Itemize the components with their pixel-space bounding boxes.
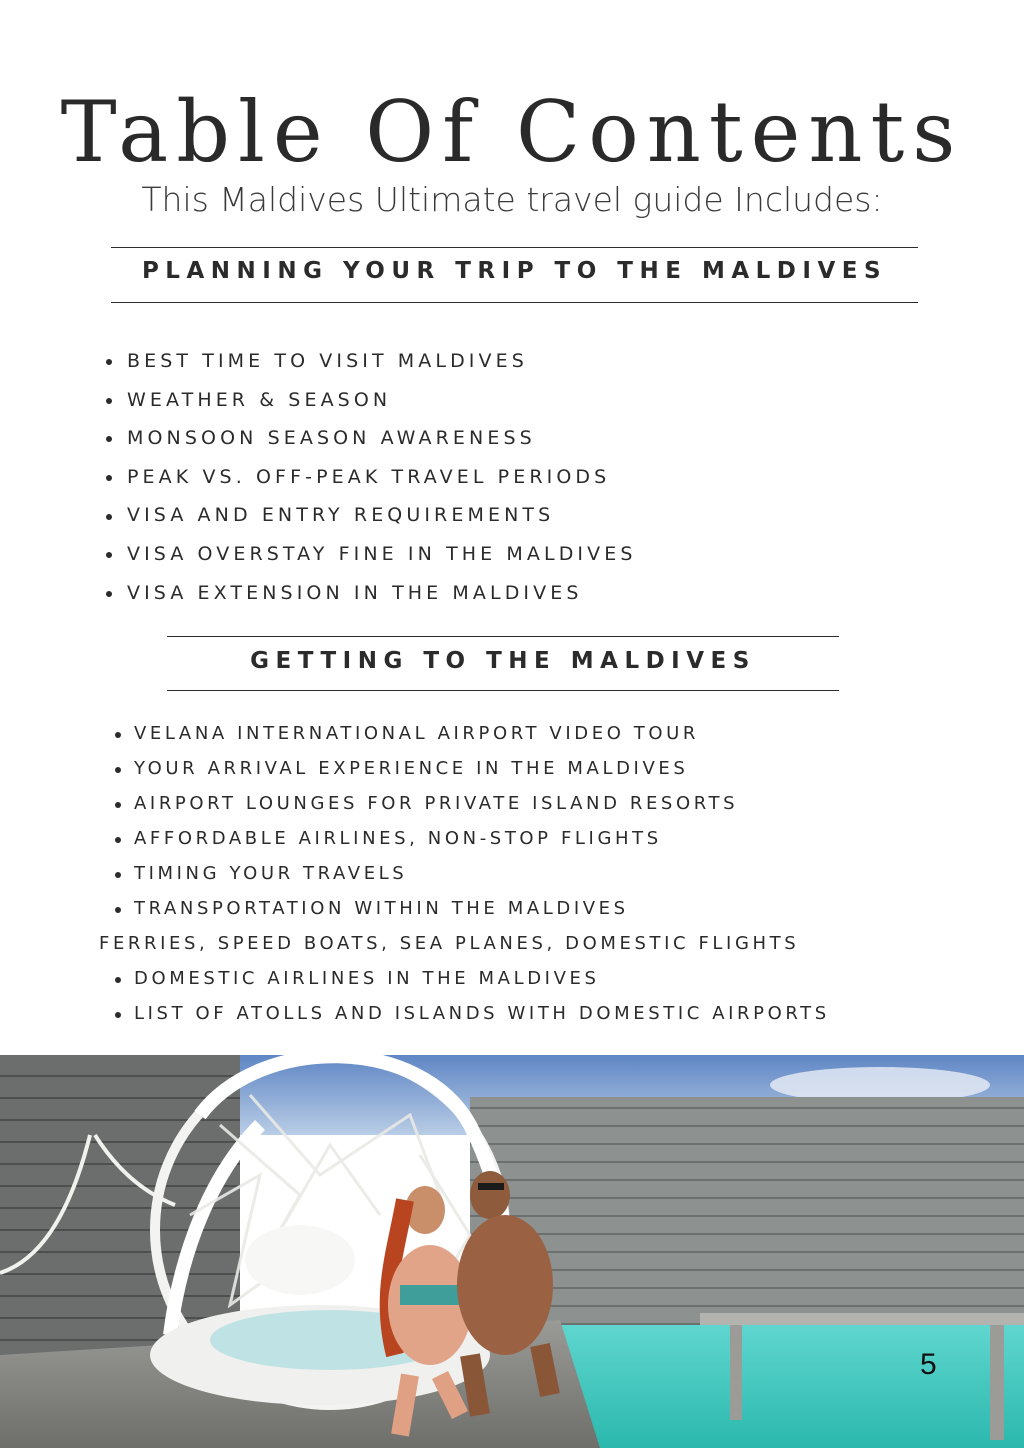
- list-item: [127, 535, 637, 574]
- list-item: [134, 716, 830, 751]
- list-item-label: VISA AND ENTRY REQUIREMENTS: [127, 504, 555, 527]
- bullet-icon: [106, 552, 112, 558]
- list-item-label: AFFORDABLE AIRLINES, NON-STOP FLIGHTS: [134, 828, 662, 849]
- list-item-label: VISA OVERSTAY FINE IN THE MALDIVES: [127, 542, 637, 565]
- list-item: [134, 786, 830, 821]
- list-item: [134, 996, 830, 1031]
- list-item-continuation: [99, 926, 830, 961]
- list-item: [134, 891, 830, 926]
- bullet-icon: [115, 802, 121, 808]
- bullet-icon: [115, 732, 121, 738]
- bullet-icon: [115, 977, 121, 983]
- list-item-label: AIRPORT LOUNGES FOR PRIVATE ISLAND RESORTS: [134, 793, 739, 814]
- page-subtitle: This Maldives Ultimate travel guide Includes:: [141, 180, 883, 219]
- resort-photo: [0, 1055, 1024, 1448]
- list-item: [134, 821, 830, 856]
- getting-list: [99, 716, 830, 1031]
- list-item-label: PEAK VS. OFF-PEAK TRAVEL PERIODS: [127, 465, 611, 488]
- list-item-label: LIST OF ATOLLS AND ISLANDS WITH DOMESTIC AIRPORTS: [134, 1003, 830, 1024]
- list-item-label: VISA EXTENSION IN THE MALDIVES: [127, 581, 583, 604]
- list-item: [127, 419, 637, 458]
- bullet-icon: [115, 837, 121, 843]
- section-2-bottom-rule: [167, 690, 839, 691]
- list-item-label: YOUR ARRIVAL EXPERIENCE IN THE MALDIVES: [134, 758, 689, 779]
- list-item: [134, 961, 830, 996]
- list-item-label: MONSOON SEASON AWARENESS: [127, 427, 536, 450]
- bullet-icon: [115, 767, 121, 773]
- section-2-top-rule: [167, 636, 839, 637]
- section-heading-planning: PLANNING YOUR TRIP TO THE MALDIVES: [141, 258, 888, 284]
- list-item-label: BEST TIME TO VISIT MALDIVES: [127, 350, 528, 372]
- planning-list: [127, 342, 637, 612]
- list-item-label: TRANSPORTATION WITHIN THE MALDIVES: [134, 898, 629, 919]
- list-item-label: WEATHER & SEASON: [127, 388, 392, 411]
- list-item-label: VELANA INTERNATIONAL AIRPORT VIDEO TOUR: [134, 723, 700, 744]
- bullet-icon: [106, 475, 112, 481]
- bullet-icon: [115, 907, 121, 913]
- bullet-icon: [106, 436, 112, 442]
- list-item: [127, 381, 637, 420]
- list-item: [134, 751, 830, 786]
- list-item-label: TIMING YOUR TRAVELS: [134, 863, 408, 884]
- page-number: 5: [920, 1348, 937, 1381]
- section-heading-getting: GETTING TO THE MALDIVES: [250, 648, 756, 674]
- list-item: [127, 574, 637, 613]
- bullet-icon: [115, 872, 121, 878]
- section-1-top-rule: [111, 247, 918, 248]
- bullet-icon: [106, 591, 112, 597]
- section-1-bottom-rule: [111, 302, 918, 303]
- resort-photo-illustration: [0, 1055, 1024, 1448]
- bullet-icon: [106, 359, 112, 365]
- bullet-icon: [115, 1012, 121, 1018]
- page-title: Table Of Contents: [60, 83, 964, 181]
- list-item: [134, 856, 830, 891]
- list-item-label: DOMESTIC AIRLINES IN THE MALDIVES: [134, 968, 600, 989]
- list-item: [127, 458, 637, 497]
- list-item: [127, 342, 637, 381]
- bullet-icon: [106, 514, 112, 520]
- list-item-label: FERRIES, SPEED BOATS, SEA PLANES, DOMESTIC FLIGHTS: [99, 933, 800, 954]
- list-item: [127, 496, 637, 535]
- bullet-icon: [106, 398, 112, 404]
